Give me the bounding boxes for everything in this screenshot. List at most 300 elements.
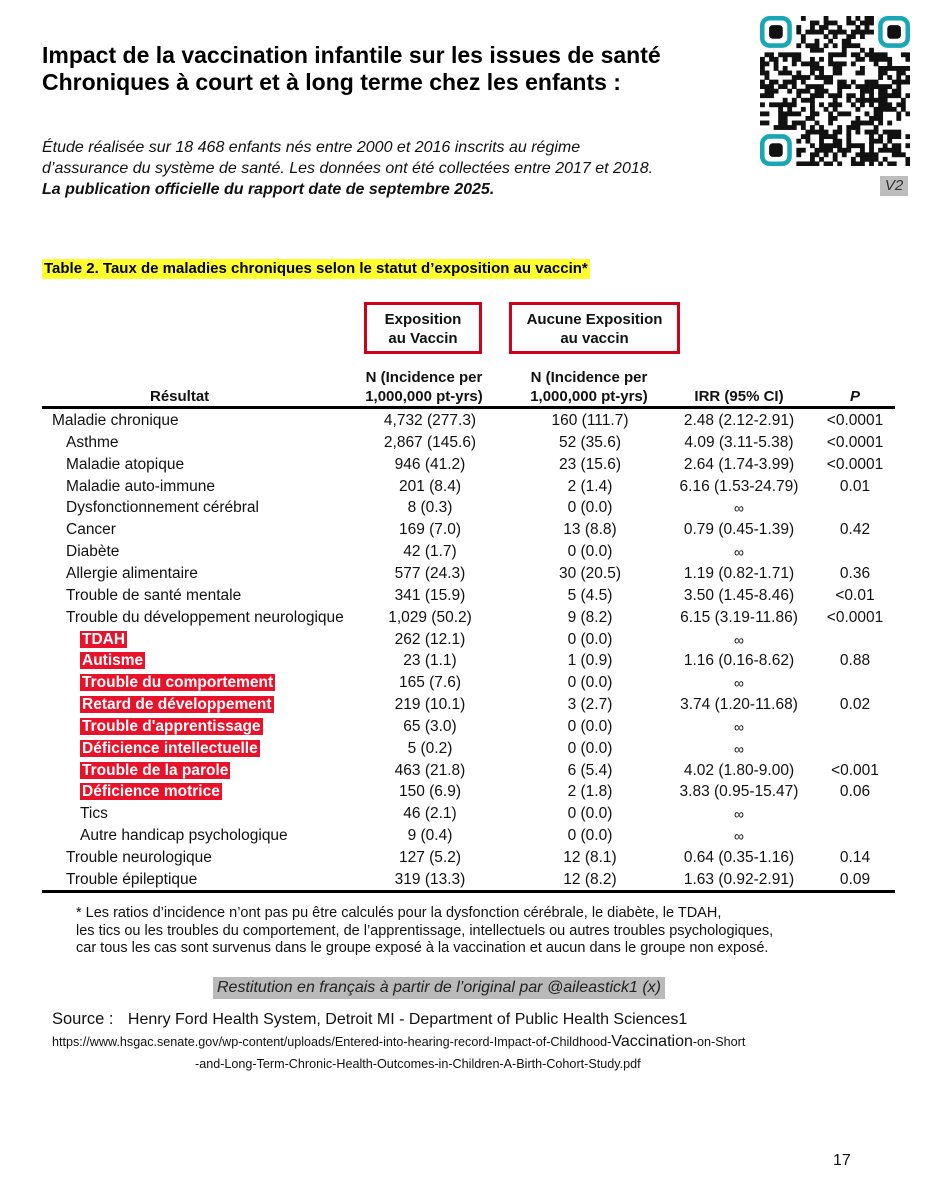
row-label: Tics (80, 805, 108, 823)
qr-module (846, 139, 851, 144)
qr-module (810, 130, 815, 135)
qr-module (855, 98, 860, 103)
col-header-n-exposed-line-2: 1,000,000 pt-yrs) (365, 388, 483, 405)
qr-module (828, 80, 833, 85)
qr-module (860, 66, 865, 71)
qr-module (887, 130, 892, 135)
row-irr: 3.83 (0.95-15.47) (679, 783, 799, 801)
row-label-highlight: TDAH (82, 630, 126, 648)
qr-module (796, 139, 801, 144)
qr-module (815, 39, 820, 44)
qr-module (760, 84, 765, 89)
table-body (0, 410, 927, 890)
qr-module (883, 148, 888, 153)
qr-module (878, 66, 883, 71)
qr-module (837, 130, 842, 135)
qr-module (765, 93, 770, 98)
qr-module (783, 98, 788, 103)
table-top-rule (42, 406, 895, 409)
qr-module (805, 116, 810, 121)
qr-module (805, 134, 810, 139)
row-n-exposed: 1,029 (50.2) (388, 608, 472, 626)
qr-module (842, 152, 847, 157)
qr-module (792, 84, 797, 89)
qr-finder-eye (769, 143, 783, 157)
qr-module (805, 89, 810, 94)
study-intro (42, 137, 752, 200)
qr-module (765, 111, 770, 116)
row-label (80, 716, 263, 738)
row-label: Trouble de santé mentale (66, 586, 242, 604)
qr-module (805, 84, 810, 89)
row-label: Autre handicap psychologique (80, 827, 288, 845)
qr-module (828, 61, 833, 66)
qr-module (819, 48, 824, 53)
source-url-part-2[interactable]: -on-Short (692, 1035, 746, 1049)
row-n-exposed: 463 (21.8) (394, 761, 466, 779)
row-n-unexposed: 9 (8.2) (567, 608, 613, 626)
qr-module (796, 161, 801, 166)
qr-module (860, 148, 865, 153)
qr-module (883, 102, 888, 107)
qr-module (896, 130, 901, 135)
row-label (80, 760, 230, 782)
qr-module (860, 89, 865, 94)
qr-module (896, 134, 901, 139)
qr-module (860, 71, 865, 76)
qr-module (837, 66, 842, 71)
qr-module (805, 43, 810, 48)
row-irr: 3.74 (1.20-11.68) (680, 696, 798, 714)
qr-module (855, 30, 860, 35)
qr-module (769, 102, 774, 107)
qr-module (837, 71, 842, 76)
row-irr: 3.50 (1.45-8.46) (683, 586, 795, 604)
qr-module (860, 98, 865, 103)
qr-module (783, 57, 788, 62)
qr-module (792, 125, 797, 130)
qr-module (833, 102, 838, 107)
qr-module (833, 52, 838, 57)
qr-module (855, 43, 860, 48)
col-header-irr: IRR (95% CI) (694, 388, 784, 405)
qr-module (819, 89, 824, 94)
qr-module (905, 80, 910, 85)
qr-module (824, 75, 829, 80)
row-n-exposed: 23 (1.1) (403, 652, 457, 670)
qr-module (846, 16, 851, 21)
qr-module (855, 161, 860, 166)
qr-module (851, 125, 856, 130)
qr-module (842, 48, 847, 53)
row-label: Maladie chronique (52, 412, 179, 429)
qr-module (828, 148, 833, 153)
qr-module (783, 52, 788, 57)
row-n-unexposed: 3 (2.7) (567, 696, 613, 714)
col-header-n-exposed-line-1: N (Incidence per (365, 369, 483, 386)
qr-module (801, 34, 806, 39)
row-n-unexposed: 0 (0.0) (567, 717, 613, 735)
row-n-exposed: 9 (0.4) (407, 827, 453, 845)
qr-module (901, 107, 906, 112)
qr-module (865, 25, 870, 30)
qr-module (792, 111, 797, 116)
table-row (0, 454, 927, 476)
qr-module (883, 157, 888, 162)
qr-module (765, 71, 770, 76)
qr-module (878, 89, 883, 94)
qr-module (860, 121, 865, 126)
qr-module (760, 57, 765, 62)
row-n-unexposed: 1 (0.9) (567, 652, 613, 670)
row-p-value: <0.0001 (826, 412, 884, 429)
row-p-value: 0.02 (839, 696, 871, 714)
table-row (0, 716, 927, 738)
qr-module (774, 89, 779, 94)
qr-module (851, 143, 856, 148)
qr-module (878, 148, 883, 153)
qr-module (778, 52, 783, 57)
row-label: Diabète (66, 543, 120, 561)
source-text: Henry Ford Health System, Detroit MI - Department of Public Health Sciences1 (127, 1011, 688, 1028)
qr-module (801, 16, 806, 21)
qr-module (878, 75, 883, 80)
qr-module (819, 102, 824, 107)
table-row (0, 563, 927, 585)
qr-module (801, 134, 806, 139)
qr-module (810, 43, 815, 48)
qr-module (896, 89, 901, 94)
qr-module (860, 57, 865, 62)
source-url-part-1[interactable]: https://www.hsgac.senate.gov/wp-content/uploads/Entered-into-hearing-record-Impact-of-Childhood- (52, 1035, 612, 1049)
qr-module (887, 75, 892, 80)
row-p-value: <0.0001 (826, 608, 884, 626)
row-label: Trouble neurologique (66, 849, 212, 866)
qr-module (842, 61, 847, 66)
row-irr: ∞ (734, 631, 744, 648)
col-header-n-unexposed-line-2: 1,000,000 pt-yrs) (530, 388, 648, 405)
row-label: Maladie atopique (66, 455, 185, 473)
qr-module (837, 93, 842, 98)
qr-module (819, 134, 824, 139)
qr-module (851, 43, 856, 48)
qr-module (896, 84, 901, 89)
qr-module (819, 143, 824, 148)
row-p-value: 0.14 (839, 849, 871, 866)
row-n-unexposed: 160 (111.7) (551, 412, 629, 429)
qr-module (815, 148, 820, 153)
qr-module (833, 152, 838, 157)
qr-module (810, 48, 815, 53)
qr-module (805, 30, 810, 35)
qr-module (874, 61, 879, 66)
table-row (0, 607, 927, 629)
qr-module (855, 121, 860, 126)
qr-module (874, 80, 879, 85)
row-label: Maladie auto-immune (66, 477, 216, 495)
qr-module (778, 71, 783, 76)
qr-module (796, 43, 801, 48)
row-label (80, 672, 275, 694)
qr-module (819, 84, 824, 89)
qr-module (905, 161, 910, 166)
qr-module (892, 134, 897, 139)
group-unexposed-box (509, 302, 680, 354)
col-header-result: Résultat (150, 388, 210, 405)
table-row (0, 432, 927, 454)
table-row (0, 760, 927, 782)
qr-module (842, 39, 847, 44)
row-n-exposed: 201 (8.4) (398, 477, 462, 495)
qr-module (815, 161, 820, 166)
qr-module (896, 80, 901, 85)
qr-module (833, 139, 838, 144)
qr-module (842, 84, 847, 89)
qr-module (792, 61, 797, 66)
qr-module (783, 80, 788, 85)
source-url-big[interactable]: Vaccination (611, 1033, 693, 1050)
row-n-exposed: 46 (2.1) (403, 805, 457, 823)
qr-module (796, 89, 801, 94)
row-p-value: <0.0001 (826, 455, 884, 473)
qr-module (887, 61, 892, 66)
qr-module (896, 143, 901, 148)
qr-module (801, 61, 806, 66)
row-p-value: <0.0001 (826, 433, 884, 451)
row-label-highlight: Déficience intellectuelle (82, 739, 258, 757)
qr-module (815, 89, 820, 94)
qr-module (878, 52, 883, 57)
qr-module (869, 152, 874, 157)
qr-module (824, 143, 829, 148)
qr-module (796, 52, 801, 57)
qr-module (901, 102, 906, 107)
row-irr: 6.16 (1.53-24.79) (679, 477, 799, 495)
qr-module (878, 161, 883, 166)
qr-module (901, 52, 906, 57)
qr-module (824, 161, 829, 166)
row-p-value: <0.01 (835, 586, 875, 604)
qr-module (851, 52, 856, 57)
qr-module (905, 93, 910, 98)
row-irr: 2.48 (2.12-2.91) (683, 412, 795, 429)
qr-module (819, 25, 824, 30)
qr-module (851, 21, 856, 26)
qr-module (887, 134, 892, 139)
qr-module (792, 57, 797, 62)
qr-module (796, 57, 801, 62)
page-number: 17 (833, 1152, 851, 1169)
qr-module (892, 66, 897, 71)
qr-module (878, 71, 883, 76)
qr-module (810, 66, 815, 71)
qr-module (896, 102, 901, 107)
qr-module (792, 80, 797, 85)
qr-module (846, 130, 851, 135)
qr-module (796, 71, 801, 76)
qr-module (883, 93, 888, 98)
row-n-exposed: 2,867 (145.6) (383, 433, 477, 451)
qr-module (760, 71, 765, 76)
qr-module (810, 111, 815, 116)
qr-module (869, 98, 874, 103)
row-irr: ∞ (734, 828, 744, 845)
qr-module (887, 84, 892, 89)
row-irr: 2.64 (1.74-3.99) (683, 455, 795, 473)
qr-module (878, 93, 883, 98)
qr-module (774, 102, 779, 107)
qr-module (878, 139, 883, 144)
qr-module (810, 125, 815, 130)
qr-module (860, 34, 865, 39)
qr-module (855, 152, 860, 157)
qr-module (760, 66, 765, 71)
row-irr: 1.19 (0.82-1.71) (683, 564, 795, 582)
row-n-exposed: 150 (6.9) (398, 783, 462, 801)
qr-module (828, 75, 833, 80)
qr-module (815, 30, 820, 35)
qr-module (819, 66, 824, 71)
row-label-highlight: Retard de développement (82, 696, 272, 714)
qr-module (860, 143, 865, 148)
qr-module (855, 71, 860, 76)
qr-module (805, 161, 810, 166)
row-label (80, 650, 145, 672)
qr-module (815, 66, 820, 71)
qr-module (833, 98, 838, 103)
row-n-unexposed: 2 (1.4) (567, 477, 613, 495)
qr-module (810, 30, 815, 35)
qr-module (787, 80, 792, 85)
qr-module (774, 125, 779, 130)
qr-module (865, 157, 870, 162)
row-irr: 4.09 (3.11-5.38) (684, 433, 794, 451)
row-label: Cancer (66, 521, 116, 539)
qr-module (819, 30, 824, 35)
qr-module (828, 102, 833, 107)
qr-module (855, 116, 860, 121)
qr-module (805, 98, 810, 103)
qr-module (828, 121, 833, 126)
qr-module (874, 152, 879, 157)
qr-module (846, 125, 851, 130)
qr-module (760, 111, 765, 116)
qr-module (824, 107, 829, 112)
row-n-exposed: 219 (10.1) (394, 696, 466, 714)
qr-module (887, 139, 892, 144)
qr-module (896, 148, 901, 153)
qr-module (810, 25, 815, 30)
qr-module (869, 89, 874, 94)
qr-module (833, 134, 838, 139)
qr-module (796, 25, 801, 30)
row-n-exposed: 341 (15.9) (394, 586, 466, 604)
qr-module (874, 157, 879, 162)
qr-module (810, 161, 815, 166)
qr-module (805, 75, 810, 80)
qr-module (769, 80, 774, 85)
qr-module (865, 152, 870, 157)
group-unexposed-line-1: Aucune Exposition (526, 311, 663, 328)
qr-module (865, 30, 870, 35)
intro-line-2: d’assurance du système de santé. Les données ont été collectées entre 2017 et 2018. (42, 160, 654, 177)
qr-module (865, 80, 870, 85)
qr-module (892, 93, 897, 98)
qr-module (819, 93, 824, 98)
qr-module (896, 152, 901, 157)
qr-module (878, 57, 883, 62)
qr-module (874, 111, 879, 116)
row-irr: 4.02 (1.80-9.00) (683, 761, 795, 779)
qr-module (778, 111, 783, 116)
row-label (80, 781, 222, 803)
qr-module (837, 139, 842, 144)
qr-module (905, 66, 910, 71)
title-line-2: Chroniques à court et à long terme chez les enfants : (42, 69, 621, 95)
qr-module (883, 107, 888, 112)
qr-module (833, 21, 838, 26)
qr-module (801, 161, 806, 166)
qr-module (846, 21, 851, 26)
qr-module (833, 107, 838, 112)
version-badge: V2 (880, 176, 908, 196)
qr-module (887, 102, 892, 107)
qr-module (887, 161, 892, 166)
row-n-unexposed: 52 (35.6) (558, 433, 622, 451)
qr-module (801, 75, 806, 80)
qr-module (896, 71, 901, 76)
qr-module (792, 102, 797, 107)
qr-module (869, 161, 874, 166)
qr-module (810, 57, 815, 62)
qr-module (787, 89, 792, 94)
row-label-highlight: Trouble d'apprentissage (82, 717, 261, 735)
row-p-value: 0.06 (839, 783, 871, 801)
qr-module (815, 61, 820, 66)
qr-module (824, 148, 829, 153)
qr-module (865, 84, 870, 89)
qr-code-icon[interactable] (760, 16, 910, 166)
qr-module (837, 84, 842, 89)
qr-module (828, 134, 833, 139)
table-row (0, 629, 927, 651)
row-label-highlight: Déficience motrice (82, 783, 220, 801)
qr-module (828, 161, 833, 166)
qr-module (815, 43, 820, 48)
qr-module (815, 130, 820, 135)
source-url-line-2[interactable]: -and-Long-Term-Chronic-Health-Outcomes-in-Children-A-Birth-Cohort-Study.pdf (195, 1057, 641, 1071)
qr-module (846, 98, 851, 103)
qr-module (869, 148, 874, 153)
row-n-unexposed: 0 (0.0) (567, 827, 613, 845)
qr-module (792, 98, 797, 103)
row-irr: 1.16 (0.16-8.62) (683, 652, 795, 670)
qr-module (846, 84, 851, 89)
qr-module (783, 71, 788, 76)
qr-module (860, 84, 865, 89)
source-url-line-1[interactable] (52, 1033, 745, 1051)
qr-module (774, 66, 779, 71)
qr-module (819, 139, 824, 144)
qr-module (783, 111, 788, 116)
qr-module (842, 43, 847, 48)
table-row (0, 410, 927, 432)
qr-module (828, 143, 833, 148)
qr-module (842, 80, 847, 85)
qr-module (774, 61, 779, 66)
qr-module (828, 39, 833, 44)
qr-module (828, 116, 833, 121)
